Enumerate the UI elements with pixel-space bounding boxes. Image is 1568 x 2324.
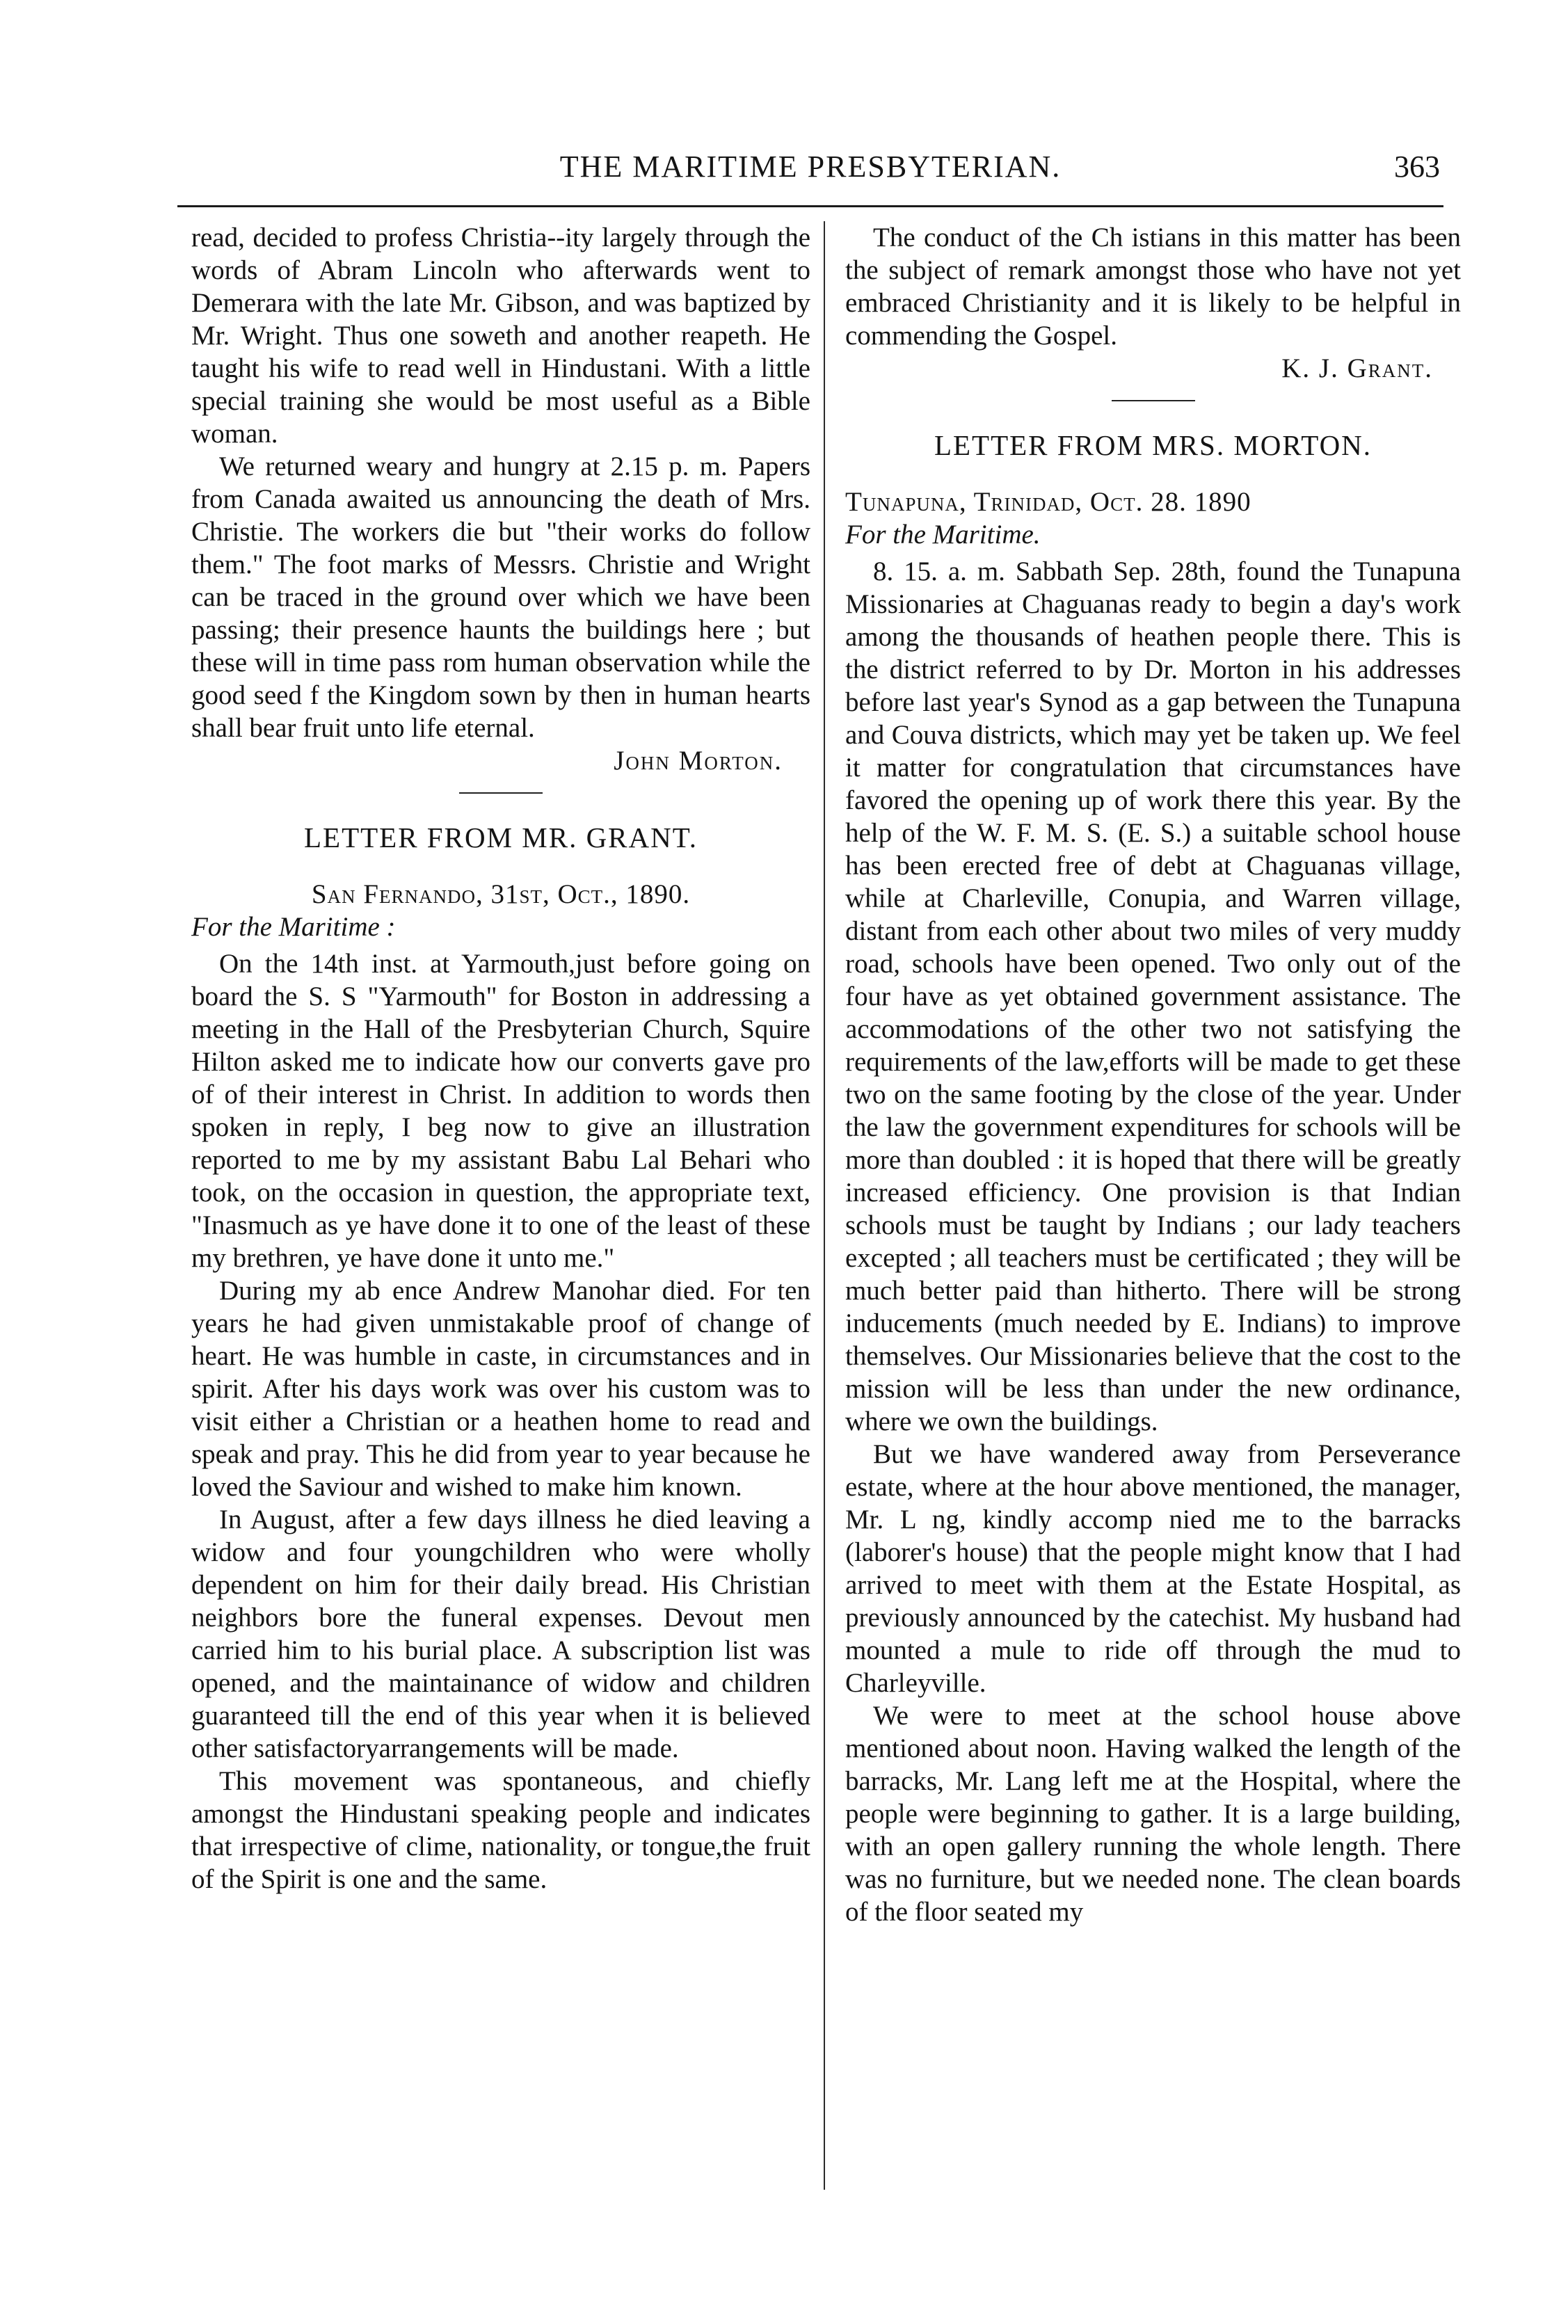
dateline-grant: San Fernando, 31st, Oct., 1890.: [311, 879, 691, 909]
left-column: [191, 221, 810, 1896]
for-the-maritime-morton: For the Maritime.: [845, 520, 1041, 550]
paragraph: 8. 15. a. m. Sabbath Sep. 28th, found the Tunapuna Missionaries at Chaguanas ready to begin a day's work among the thousands of heathen people there. This is the district referred to by Dr. Morton in his addresses before last year's Synod as a gap between the Tunapuna and Couva districts, which may yet be taken up. We feel it matter for congratulation that circumstances have favored the opening up of work there this year. By the help of the W. F. M. S. (E. S.) a suitable school house has been erected free of debt at Chaguanas village, while at Charleville, Conupia, and Warren village, distant from each other about two miles of very muddy road, schools have been opened. Two only out of the four have as yet obtained government assistance. The accommodations of the other two not satisfying the requirements of the law,efforts will be made to get these two on the same footing by the close of the year. Under the law the government expenditures for schools will be more than doubled : it is hoped that there will be greatly increased efficiency. One provision is that Indian schools must be taught by Indians ; our lady teachers excepted ; all teachers must be certificated ; they will be much better paid than hitherto. There will be strong inducements (much needed by E. Indians) to improve themselves. Our Missionaries believe that the cost to the mission will be less than under the new ordinance, where we own the buildings.: [845, 556, 1461, 1436]
paragraph: We returned weary and hungry at 2.15 p. m. Papers from Canada awaited us announcing the death of Mrs. Christie. The workers die but "their works do follow them." The foot marks of Messrs. Christie and Wright can be traced in the ground over which we have been passing; their presence haunts the buildings here ; but these will in time pass rom human observation while the good seed f the Kingdom sown by then in human hearts shall bear fruit unto life eternal.: [191, 451, 810, 743]
paragraph: read, decided to profess Christia--ity largely through the words of Abram Lincoln who afterwards went to Demerara with the late Mr. Gibson, and was baptized by Mr. Wright. Thus one soweth and another reapeth. He taught his wife to read well in Hindustani. With a little special training she would be most useful as a Bible woman.: [191, 223, 810, 449]
running-head: [181, 146, 1440, 188]
header-rule: [177, 205, 1443, 207]
signature-john-morton: John Morton.: [614, 746, 783, 776]
paragraph: The conduct of the Ch istians in this matter has been the subject of remark amongst those who have not yet embraced Christianity and it is likely to be helpful in commending the Gospel.: [845, 223, 1461, 351]
section-separator: [1112, 400, 1195, 401]
dateline-morton: Tunapuna, Trinidad, Oct. 28. 1890: [845, 487, 1251, 517]
paragraph: This movement was spontaneous, and chiefly amongst the Hindustani speaking people and indicates that irrespective of clime, nationality, or tongue,the fruit of the Spirit is one and the same.: [191, 1766, 810, 1894]
paragraph: On the 14th inst. at Yarmouth,just before going on board the S. S "Yarmouth" for Boston in addressing a meeting in the Hall of the Presbyterian Church, Squire Hilton asked me to indicate how our converts gave pro of of their interest in Christ. In addition to words then spoken in reply, I beg now to give an illustration reported to me by my assistant Babu Lal Behari who took, on the occasion in question, the appropriate text, "Inasmuch as ye have done it to one of the least of these my brethren, ye have done it unto me.": [191, 949, 810, 1273]
article-title-grant: LETTER FROM MR. GRANT.: [303, 822, 698, 854]
journal-title: THE MARITIME PRESBYTERIAN.: [559, 150, 1062, 184]
paragraph: During my ab ence Andrew Manohar died. For ten years he had given unmistakable proof of change of heart. He was humble in caste, in circumstances and in spirit. After his days work was over his custom was to visit either a Christian or a heathen home to read and speak and pray. This he did from year to year because he loved the Saviour and wished to make him known.: [191, 1276, 810, 1502]
signature-k-j-grant: K. J. Grant.: [1281, 353, 1433, 383]
for-the-maritime-grant: For the Maritime :: [191, 912, 396, 942]
paragraph: We were to meet at the school house above mentioned about noon. Having walked the length of the barracks, Mr. Lang left me at the Hospital, where the people were beginning to gather. It is a large building, with an open gallery running the whole length. There was no furniture, but we needed none. The clean boards of the floor seated my: [845, 1701, 1461, 1927]
paragraph: But we have wandered away from Perseverance estate, where at the hour above mentioned, the manager, Mr. L ng, kindly accomp nied me to the barracks (laborer's house) that the people might know that I had arrived to meet with them at the Estate Hospital, as previously announced by the catechist. My husband had mounted a mule to ride off through the mud to Charleyville.: [845, 1439, 1461, 1698]
paragraph: In August, after a few days illness he died leaving a widow and four youngchildren who were wholly dependent on him for their daily bread. His Christian neighbors bore the funeral expenses. Devout men carried him to his burial place. A subscription list was opened, and the maintainance of widow and children guaranteed till the end of this year when it is believed other satisfactoryarrangements will be made.: [191, 1505, 810, 1763]
section-separator: [459, 792, 543, 794]
right-column: [845, 221, 1461, 1928]
article-title-morton: LETTER FROM MRS. MORTON.: [934, 429, 1373, 461]
column-divider: [824, 221, 825, 2190]
page-number: 363: [1394, 150, 1440, 184]
